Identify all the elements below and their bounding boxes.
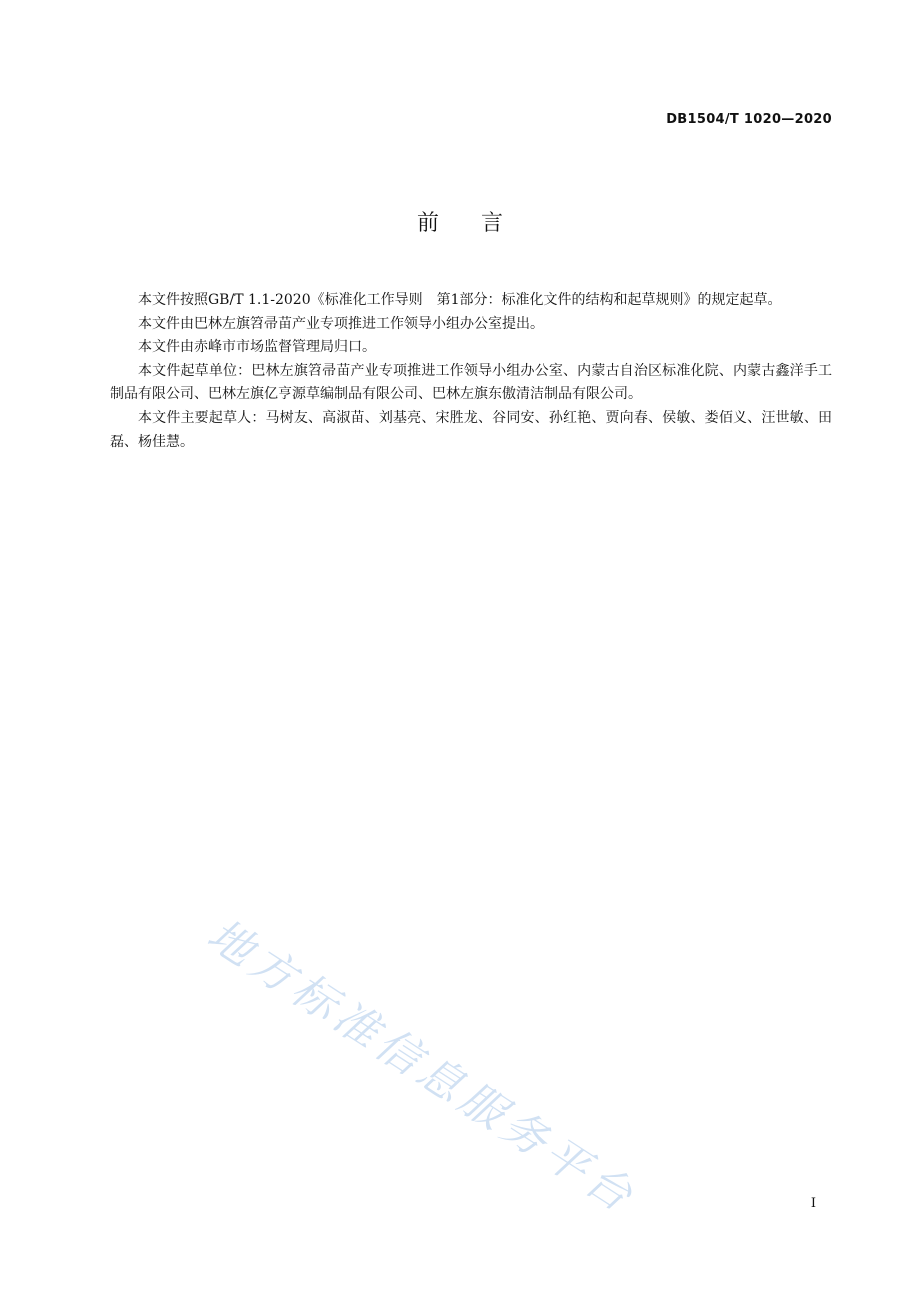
paragraph-drafting-units: 本文件起草单位：巴林左旗笤帚苗产业专项推进工作领导小组办公室、内蒙古自治区标准化院、内蒙古鑫洋手工制品有限公司、巴林左旗亿亨源草编制品有限公司、巴林左旗东傲清洁制品有限公司。: [110, 362, 832, 403]
foreword-body: [110, 289, 832, 454]
watermark: 地方标准信息服务平台: [198, 909, 646, 1225]
paragraph-drafters: 本文件主要起草人：马树友、高淑苗、刘基亮、宋胜龙、谷同安、孙红艳、贾向春、侯敏、娄佰义、汪世敏、田磊、杨佳慧。: [110, 409, 832, 450]
document-code: DB1504/T 1020—2020: [666, 112, 832, 127]
page-number: I: [810, 1196, 816, 1211]
paragraph-administrator: 本文件由赤峰市市场监督管理局归口。: [138, 339, 376, 356]
paragraph-proposer: 本文件由巴林左旗笤帚苗产业专项推进工作领导小组办公室提出。: [138, 315, 544, 332]
page-title: 前言: [416, 211, 545, 236]
paragraph-drafting-rules: 本文件按照GB/T 1.1-2020《标准化工作导则 第1部分：标准化文件的结构和起草规则》的规定起草。: [138, 292, 782, 308]
